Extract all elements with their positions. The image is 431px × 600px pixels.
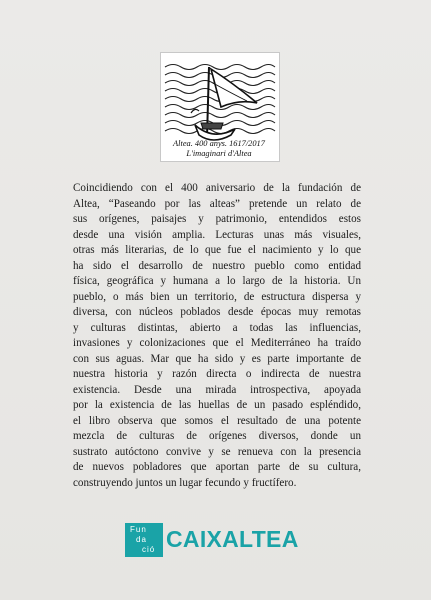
text-line: física, geográfica y humana a lo largo de la historia. Un xyxy=(73,275,361,287)
emblem-caption: Altea. 400 anys. 1617/2017 xyxy=(173,139,265,148)
text-line: Coincidiendo con el 400 aniversario de la fundación de xyxy=(73,182,361,194)
text-line: Altea, “Paseando por las alteas” pretende un relato de xyxy=(73,197,361,210)
text-line: existencia. Desde una mirada introspectiva, apoyada xyxy=(73,383,361,396)
text-line: pueblo, o más bien un territorio, de estructura dispersa y xyxy=(73,290,361,303)
text-line: con sus aguas. Mar que ha sido y es parte importante de xyxy=(73,352,361,365)
text-line: invasiones y colonizaciones que el Mediterráneo ha traído xyxy=(73,337,361,349)
text-line: mezcla de culturas de orígenes diversos, donde un xyxy=(73,430,361,442)
logo-mark xyxy=(125,523,163,557)
text-line: sustrato autóctono convive y se renueva con la presencia xyxy=(73,445,361,458)
text-line: construyendo juntos un lugar fecundo y fructífero. xyxy=(73,476,297,489)
logo-mark-line2: da xyxy=(136,535,147,544)
text-line: de nuevos pobladores que aportan parte de su cultura, xyxy=(73,461,361,473)
text-line: diversa, con núcleos poblados desde épocas muy remotas xyxy=(73,306,361,318)
logo-mark-line3: ció xyxy=(142,545,156,554)
emblem-subcaption: L'imaginari d'Altea xyxy=(186,149,252,158)
text-line: el libro observa que somos el resultado de una potente xyxy=(73,414,361,427)
logo-wordmark: CAIXALTEA xyxy=(166,526,299,552)
text-line: otras más literarias, de lo que fue el nacimiento y lo que xyxy=(73,244,361,256)
logo-mark-line1: Fun xyxy=(130,525,147,534)
text-line: desde una visión amplia. Lecturas unas más visuales, xyxy=(73,228,361,241)
text-line: por la existencia de las huellas de un pasado espléndido, xyxy=(73,399,361,411)
text-line: y culturas distintas, abierto a todas las influencias, xyxy=(73,321,361,334)
fundacio-caixaltea-logo xyxy=(125,523,305,557)
synopsis-paragraph xyxy=(73,181,361,491)
text-line: sus orígenes, paisajes y patrimonio, entendidos estos xyxy=(73,213,361,225)
text-line: nuestra historia y razón directa o indirecta de nuestra xyxy=(73,368,361,380)
text-line: ha sido el desarrollo de nuestro pueblo como entidad xyxy=(73,259,361,272)
